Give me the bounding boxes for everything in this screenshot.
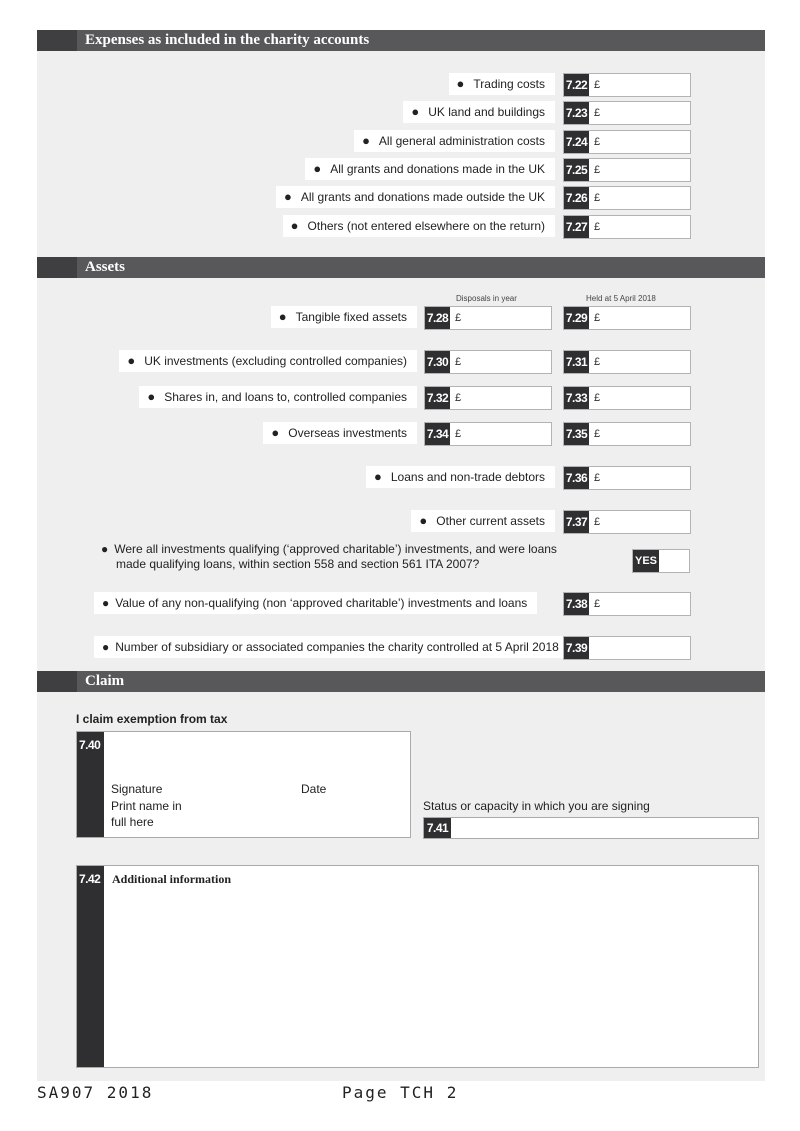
header-tab — [37, 671, 77, 692]
field-7-28[interactable]: 7.28 £ — [424, 306, 552, 330]
status-field-7-41[interactable]: 7.41 — [423, 817, 759, 839]
yes-checkbox[interactable]: YES — [632, 549, 690, 573]
expense-label-grants-uk: ● All grants and donations made in the UK — [305, 158, 555, 180]
claim-header — [37, 671, 765, 692]
asset-label-current: ● Other current assets — [411, 510, 555, 532]
asset-label-controlled: ● Shares in, and loans to, controlled companies — [139, 386, 417, 408]
expense-label-land: ● UK land and buildings — [403, 101, 555, 123]
box-number-strip: 7.42 — [77, 866, 104, 1067]
asset-label-tangible: ● Tangible fixed assets — [271, 306, 417, 328]
header-tab — [37, 257, 77, 278]
expense-label-trading: ● Trading costs — [449, 73, 555, 95]
col-header-held: Held at 5 April 2018 — [586, 294, 656, 303]
nonqualifying-label: ● Value of any non-qualifying (non ‘approved charitable’) investments and loans — [94, 592, 537, 614]
field-7-29[interactable]: 7.29 £ — [563, 306, 691, 330]
field-7-34[interactable]: 7.34 £ — [424, 422, 552, 446]
additional-info-box-7-42[interactable] — [76, 865, 759, 1068]
qualifying-question: ● Were all investments qualifying (‘approved charitable’) investments, and were loans made qualifying loans, within section 558 and section 561 ITA 2007? — [101, 542, 557, 571]
asset-label-uk-investments: ● UK investments (excluding controlled companies) — [119, 350, 417, 372]
field-7-27[interactable]: 7.27 £ — [563, 215, 691, 239]
signature-label: Signature — [111, 782, 163, 796]
additional-info-title: Additional information — [112, 872, 232, 886]
form-code: SA907 2018 — [37, 1083, 154, 1102]
field-7-37[interactable]: 7.37 £ — [563, 510, 691, 534]
subsidiary-label: ● Number of subsidiary or associated companies the charity controlled at 5 April 2018 — [94, 636, 569, 658]
field-7-36[interactable]: 7.36 £ — [563, 466, 691, 490]
field-7-35[interactable]: 7.35 £ — [563, 422, 691, 446]
asset-label-loans: ● Loans and non-trade debtors — [366, 466, 555, 488]
expense-label-others: ● Others (not entered elsewhere on the return) — [283, 215, 555, 237]
field-7-25[interactable]: 7.25 £ — [563, 158, 691, 182]
assets-header — [37, 257, 765, 278]
field-7-24[interactable]: 7.24 £ — [563, 130, 691, 154]
status-label: Status or capacity in which you are signing — [423, 799, 650, 813]
claim-title: Claim — [85, 673, 125, 689]
print-name-label-2: full here — [111, 815, 154, 829]
expenses-header — [37, 30, 765, 51]
field-7-23[interactable]: 7.23 £ — [563, 101, 691, 125]
field-7-31[interactable]: 7.31 £ — [563, 350, 691, 374]
box-number-strip: 7.40 — [77, 732, 104, 837]
signature-box-7-40[interactable] — [76, 731, 411, 838]
assets-title: Assets — [85, 259, 125, 275]
field-7-33[interactable]: 7.33 £ — [563, 386, 691, 410]
field-7-38[interactable]: 7.38 £ — [563, 592, 691, 616]
asset-label-overseas: ● Overseas investments — [263, 422, 417, 444]
col-header-disposals: Disposals in year — [456, 294, 517, 303]
header-tab — [37, 30, 77, 51]
field-7-26[interactable]: 7.26 £ — [563, 186, 691, 210]
exemption-statement: I claim exemption from tax — [76, 712, 228, 726]
expense-label-admin: ● All general administration costs — [354, 130, 555, 152]
expenses-title: Expenses as included in the charity accounts — [85, 32, 370, 48]
date-label: Date — [301, 782, 327, 796]
print-name-label-1: Print name in — [111, 799, 182, 813]
field-7-30[interactable]: 7.30 £ — [424, 350, 552, 374]
page-number: Page TCH 2 — [342, 1083, 459, 1102]
field-7-39[interactable]: 7.39 — [563, 636, 691, 660]
expense-label-grants-abroad: ● All grants and donations made outside the UK — [276, 186, 555, 208]
field-7-22[interactable]: 7.22 £ — [563, 73, 691, 97]
field-7-32[interactable]: 7.32 £ — [424, 386, 552, 410]
